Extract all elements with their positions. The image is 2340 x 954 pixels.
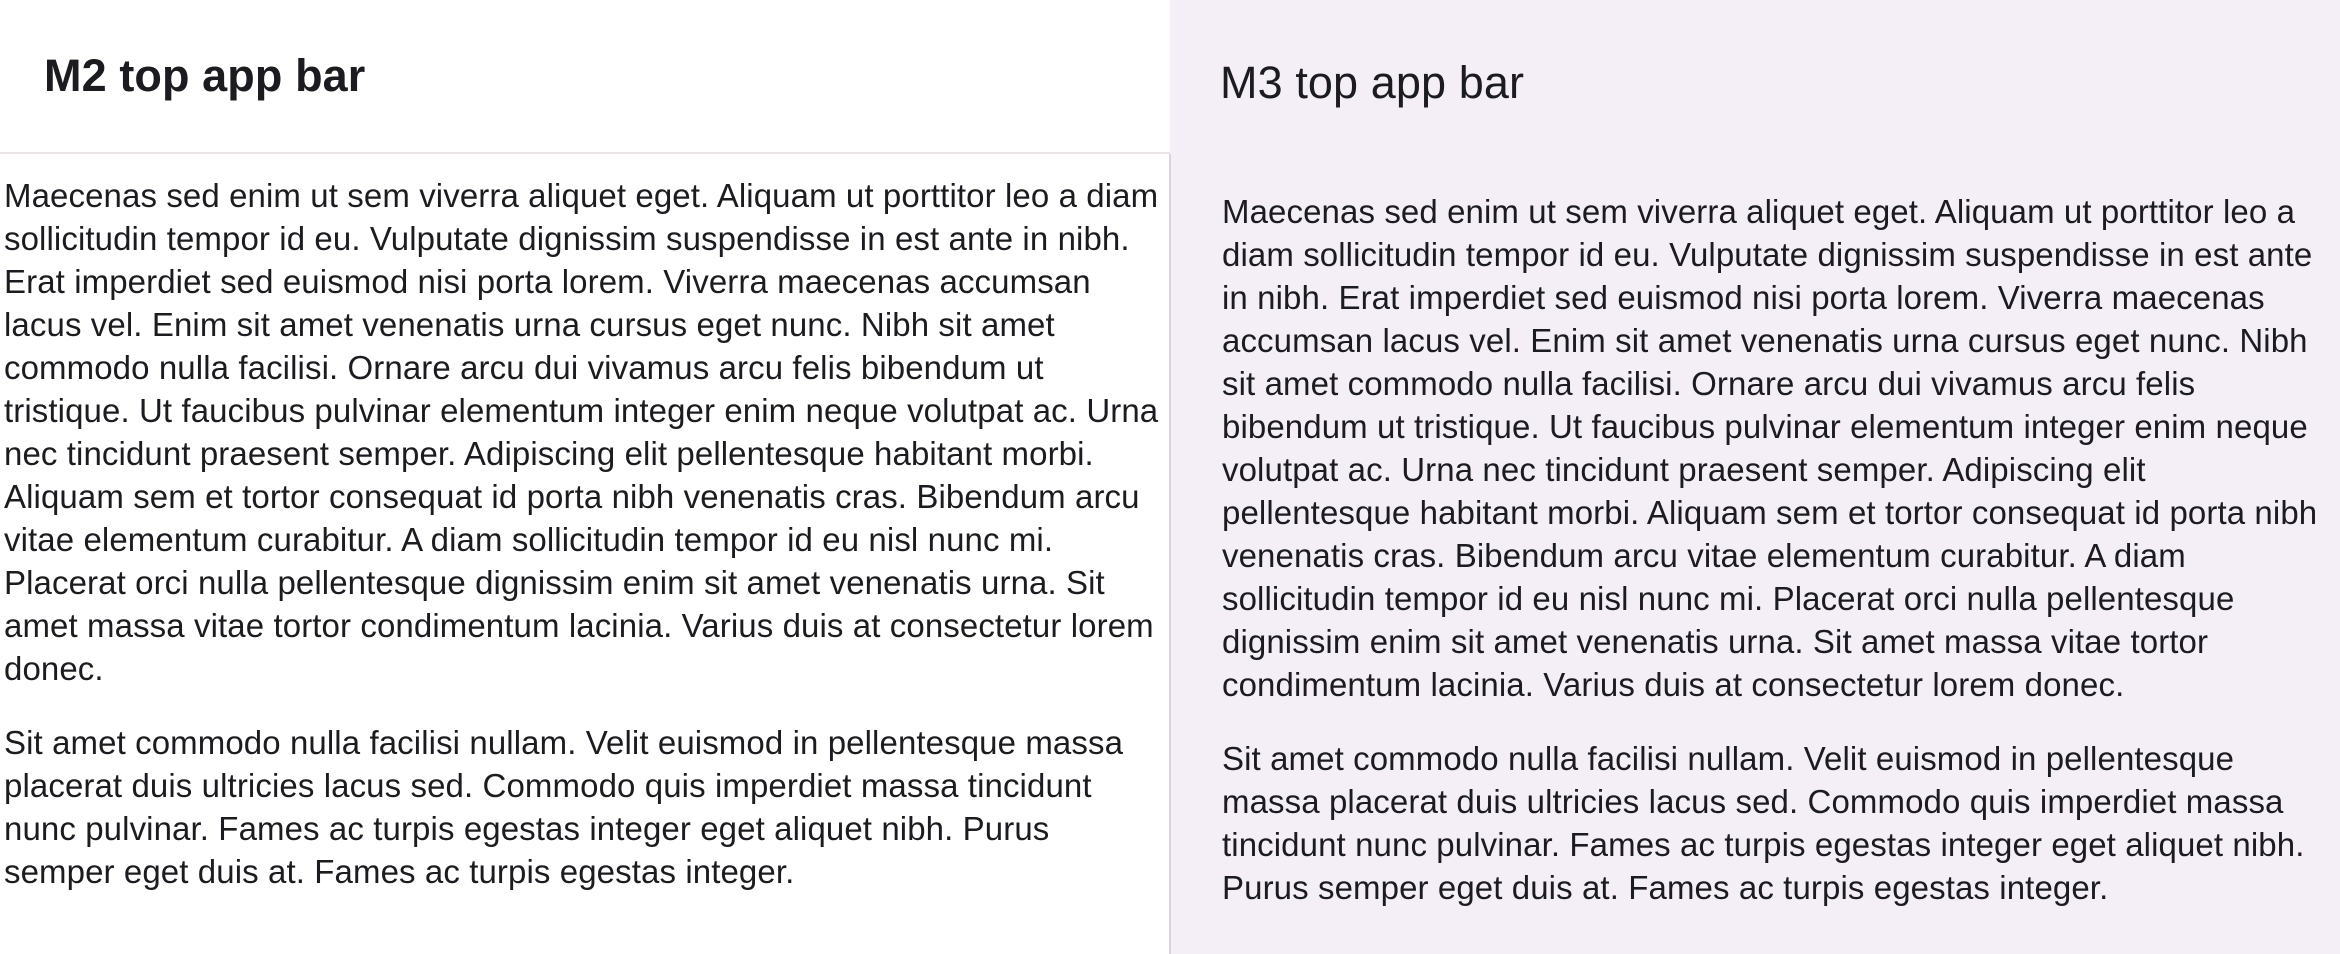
pane-divider: [1169, 154, 1171, 954]
content-scroll-area-m2[interactable]: [0, 154, 1170, 954]
body-paragraph: Maecenas sed enim ut sem viverra aliquet eget. Aliquam ut porttitor leo a diam sollicitudin tempor id eu. Vulputate dignissim suspendisse in est ante in nibh. Erat imperdiet sed euismod nisi porta lorem. Viverra maecenas accumsan lacus vel. Enim sit amet venenatis urna cursus eget nunc. Nibh sit amet commodo nulla facilisi. Ornare arcu dui vivamus arcu felis bibendum ut tristique. Ut faucibus pulvinar elementum integer enim neque volutpat ac. Urna nec tincidunt praesent semper. Adipiscing elit pellentesque habitant morbi. Aliquam sem et tortor consequat id porta nibh venenatis cras. Bibendum arcu vitae elementum curabitur. A diam sollicitudin tempor id eu nisl nunc mi. Placerat orci nulla pellentesque dignissim enim sit amet venenatis urna. Sit amet massa vitae tortor condimentum lacinia. Varius duis at consectetur lorem donec.: [1222, 193, 2318, 703]
top-app-bar-m3[interactable]: [1170, 0, 2340, 166]
top-app-bar-title-m3: M3 top app bar: [1220, 57, 1525, 108]
top-app-bar-m2[interactable]: [0, 0, 1170, 154]
body-paragraph: Sit amet commodo nulla facilisi nullam. Velit euismod in pellentesque massa placerat duis ultricies lacus sed. Commodo quis imperdiet massa tincidunt nunc pulvinar. Fames ac turpis egestas integer eget aliquet nibh. Purus semper eget duis at. Fames ac turpis egestas integer.: [1222, 740, 2305, 906]
body-paragraph: Sit amet commodo nulla facilisi nullam. Velit euismod in pellentesque massa placerat duis ultricies lacus sed. Commodo quis imperdiet massa tincidunt nunc pulvinar. Fames ac turpis egestas integer eget aliquet nibh. Purus semper eget duis at. Fames ac turpis egestas integer.: [4, 724, 1124, 890]
body-paragraph: Maecenas sed enim ut sem viverra aliquet eget. Aliquam ut porttitor leo a diam sollicitudin tempor id eu. Vulputate dignissim suspendisse in est ante in nibh. Erat imperdiet sed euismod nisi porta lorem. Viverra maecenas accumsan lacus vel. Enim sit amet venenatis urna cursus eget nunc. Nibh sit amet commodo nulla facilisi. Ornare arcu dui vivamus arcu felis bibendum ut tristique. Ut faucibus pulvinar elementum integer enim neque volutpat ac. Urna nec tincidunt praesent semper. Adipiscing elit pellentesque habitant morbi. Aliquam sem et tortor consequat id porta nibh venenatis cras. Bibendum arcu vitae elementum curabitur. A diam sollicitudin tempor id eu nisl nunc mi. Placerat orci nulla pellentesque dignissim enim sit amet venenatis urna. Sit amet massa vitae tortor condimentum lacinia. Varius duis at consectetur lorem donec.: [4, 177, 1159, 687]
pane-m3: [1170, 0, 2340, 954]
top-app-bar-title-m2: M2 top app bar: [44, 50, 366, 101]
content-scroll-area-m3[interactable]: [1170, 166, 2340, 954]
